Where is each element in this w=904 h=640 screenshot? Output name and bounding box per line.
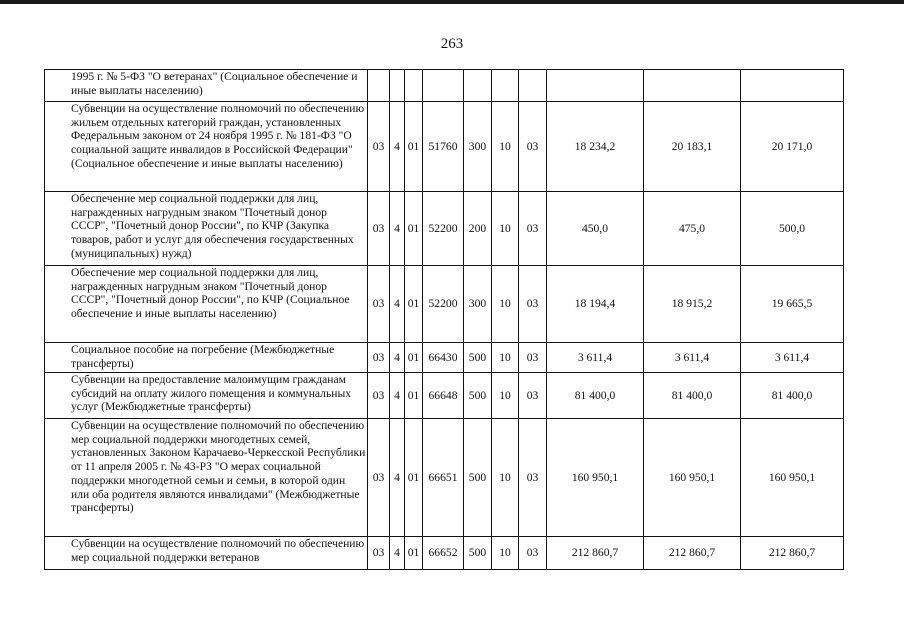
code-section: 10 — [492, 537, 519, 570]
code-program: 4 — [390, 102, 405, 192]
amount-year-1: 160 950,1 — [547, 419, 644, 537]
code-section: 10 — [492, 419, 519, 537]
row-description: Субвенции на предоставление малоимущим гражданам субсидий на оплату жилого помещения и коммунальных услуг (Межбюджетные трансферты) — [45, 373, 368, 419]
code-section: 10 — [492, 102, 519, 192]
code-subprogram: 01 — [405, 102, 423, 192]
code-subprogram: 01 — [405, 373, 423, 419]
code-section: 10 — [492, 343, 519, 373]
code-subsection: 03 — [519, 419, 547, 537]
code-expense-type: 500 — [464, 419, 492, 537]
code-program: 4 — [390, 192, 405, 266]
row-description: Социальное пособие на погребение (Межбюджетные трансферты) — [45, 343, 368, 373]
amount-year-2: 81 400,0 — [644, 373, 741, 419]
code-expense-type: 200 — [464, 192, 492, 266]
amount-year-2: 20 183,1 — [644, 102, 741, 192]
code-subprogram: 01 — [405, 419, 423, 537]
table-row — [45, 373, 844, 419]
code-direction: 51760 — [423, 102, 464, 192]
code-ministry: 03 — [368, 537, 390, 570]
code-subprogram: 01 — [405, 343, 423, 373]
code-subsection: 03 — [519, 537, 547, 570]
code-expense-type: 500 — [464, 373, 492, 419]
code-subsection — [519, 70, 547, 102]
amount-year-2: 160 950,1 — [644, 419, 741, 537]
amount-year-3: 3 611,4 — [741, 343, 844, 373]
amount-year-2 — [644, 70, 741, 102]
code-subsection: 03 — [519, 192, 547, 266]
table-row — [45, 537, 844, 570]
table-row — [45, 266, 844, 343]
amount-year-3: 20 171,0 — [741, 102, 844, 192]
code-ministry: 03 — [368, 192, 390, 266]
code-section — [492, 70, 519, 102]
code-ministry: 03 — [368, 266, 390, 343]
code-program: 4 — [390, 373, 405, 419]
amount-year-3 — [741, 70, 844, 102]
row-description: Субвенции на осуществление полномочий по обеспечению мер социальной поддержки многодетных семей, установленных Законом Карачаево-Черкесской Республики от 11 апреля 2005 г. № 43-РЗ "О мерах социальной поддержки многодетной семьи и семьи, в которой один или оба родителя являются инвалидами" (Межбюджетные трансферты) — [45, 419, 368, 537]
code-subprogram — [405, 70, 423, 102]
amount-year-1: 450,0 — [547, 192, 644, 266]
table-row — [45, 419, 844, 537]
code-program: 4 — [390, 266, 405, 343]
row-description: Субвенции на осуществление полномочий по обеспечению жильем отдельных категорий граждан, установленных Федеральным законом от 24 ноября 1995 г. № 181-ФЗ "О социальной защите инвалидов в Российской Федерации" (Социальное обеспечение и иные выплаты населению) — [45, 102, 368, 192]
code-section: 10 — [492, 266, 519, 343]
code-ministry: 03 — [368, 419, 390, 537]
amount-year-2: 212 860,7 — [644, 537, 741, 570]
amount-year-1: 18 234,2 — [547, 102, 644, 192]
row-description: Субвенции на осуществление полномочий по обеспечению мер социальной поддержки ветеранов — [45, 537, 368, 570]
code-direction — [423, 70, 464, 102]
code-direction: 66651 — [423, 419, 464, 537]
code-direction: 52200 — [423, 192, 464, 266]
code-expense-type: 300 — [464, 266, 492, 343]
table-row — [45, 102, 844, 192]
code-subsection: 03 — [519, 343, 547, 373]
amount-year-1: 18 194,4 — [547, 266, 644, 343]
amount-year-1: 81 400,0 — [547, 373, 644, 419]
code-subsection: 03 — [519, 102, 547, 192]
code-program: 4 — [390, 537, 405, 570]
code-expense-type: 500 — [464, 343, 492, 373]
code-expense-type: 300 — [464, 102, 492, 192]
amount-year-2: 3 611,4 — [644, 343, 741, 373]
row-description: 1995 г. № 5-ФЗ "О ветеранах" (Социальное обеспечение и иные выплаты населению) — [45, 70, 368, 102]
amount-year-3: 500,0 — [741, 192, 844, 266]
budget-table — [44, 69, 844, 570]
page-top-edge — [0, 0, 904, 4]
amount-year-3: 19 665,5 — [741, 266, 844, 343]
code-direction: 66648 — [423, 373, 464, 419]
code-direction: 66430 — [423, 343, 464, 373]
row-description: Обеспечение мер социальной поддержки для лиц, награжденных нагрудным знаком "Почетный донор СССР", "Почетный донор России", по КЧР (Социальное обеспечение и иные выплаты населению) — [45, 266, 368, 343]
amount-year-2: 18 915,2 — [644, 266, 741, 343]
amount-year-1 — [547, 70, 644, 102]
code-subprogram: 01 — [405, 537, 423, 570]
amount-year-3: 81 400,0 — [741, 373, 844, 419]
code-ministry: 03 — [368, 373, 390, 419]
code-expense-type — [464, 70, 492, 102]
code-program — [390, 70, 405, 102]
table-row — [45, 192, 844, 266]
table-row — [45, 70, 844, 102]
code-ministry: 03 — [368, 102, 390, 192]
code-ministry: 03 — [368, 343, 390, 373]
code-section: 10 — [492, 373, 519, 419]
code-subsection: 03 — [519, 373, 547, 419]
code-expense-type: 500 — [464, 537, 492, 570]
table-row — [45, 343, 844, 373]
code-subprogram: 01 — [405, 192, 423, 266]
code-direction: 52200 — [423, 266, 464, 343]
code-section: 10 — [492, 192, 519, 266]
code-subprogram: 01 — [405, 266, 423, 343]
code-ministry — [368, 70, 390, 102]
table-body — [45, 70, 844, 570]
page-number: 263 — [440, 36, 464, 52]
amount-year-3: 212 860,7 — [741, 537, 844, 570]
code-direction: 66652 — [423, 537, 464, 570]
amount-year-1: 212 860,7 — [547, 537, 644, 570]
code-program: 4 — [390, 419, 405, 537]
row-description: Обеспечение мер социальной поддержки для лиц, награжденных нагрудным знаком "Почетный донор СССР", "Почетный донор России", по КЧР (Закупка товаров, работ и услуг для обеспечения государственных (муниципальных) нужд) — [45, 192, 368, 266]
amount-year-3: 160 950,1 — [741, 419, 844, 537]
code-subsection: 03 — [519, 266, 547, 343]
amount-year-1: 3 611,4 — [547, 343, 644, 373]
amount-year-2: 475,0 — [644, 192, 741, 266]
code-program: 4 — [390, 343, 405, 373]
